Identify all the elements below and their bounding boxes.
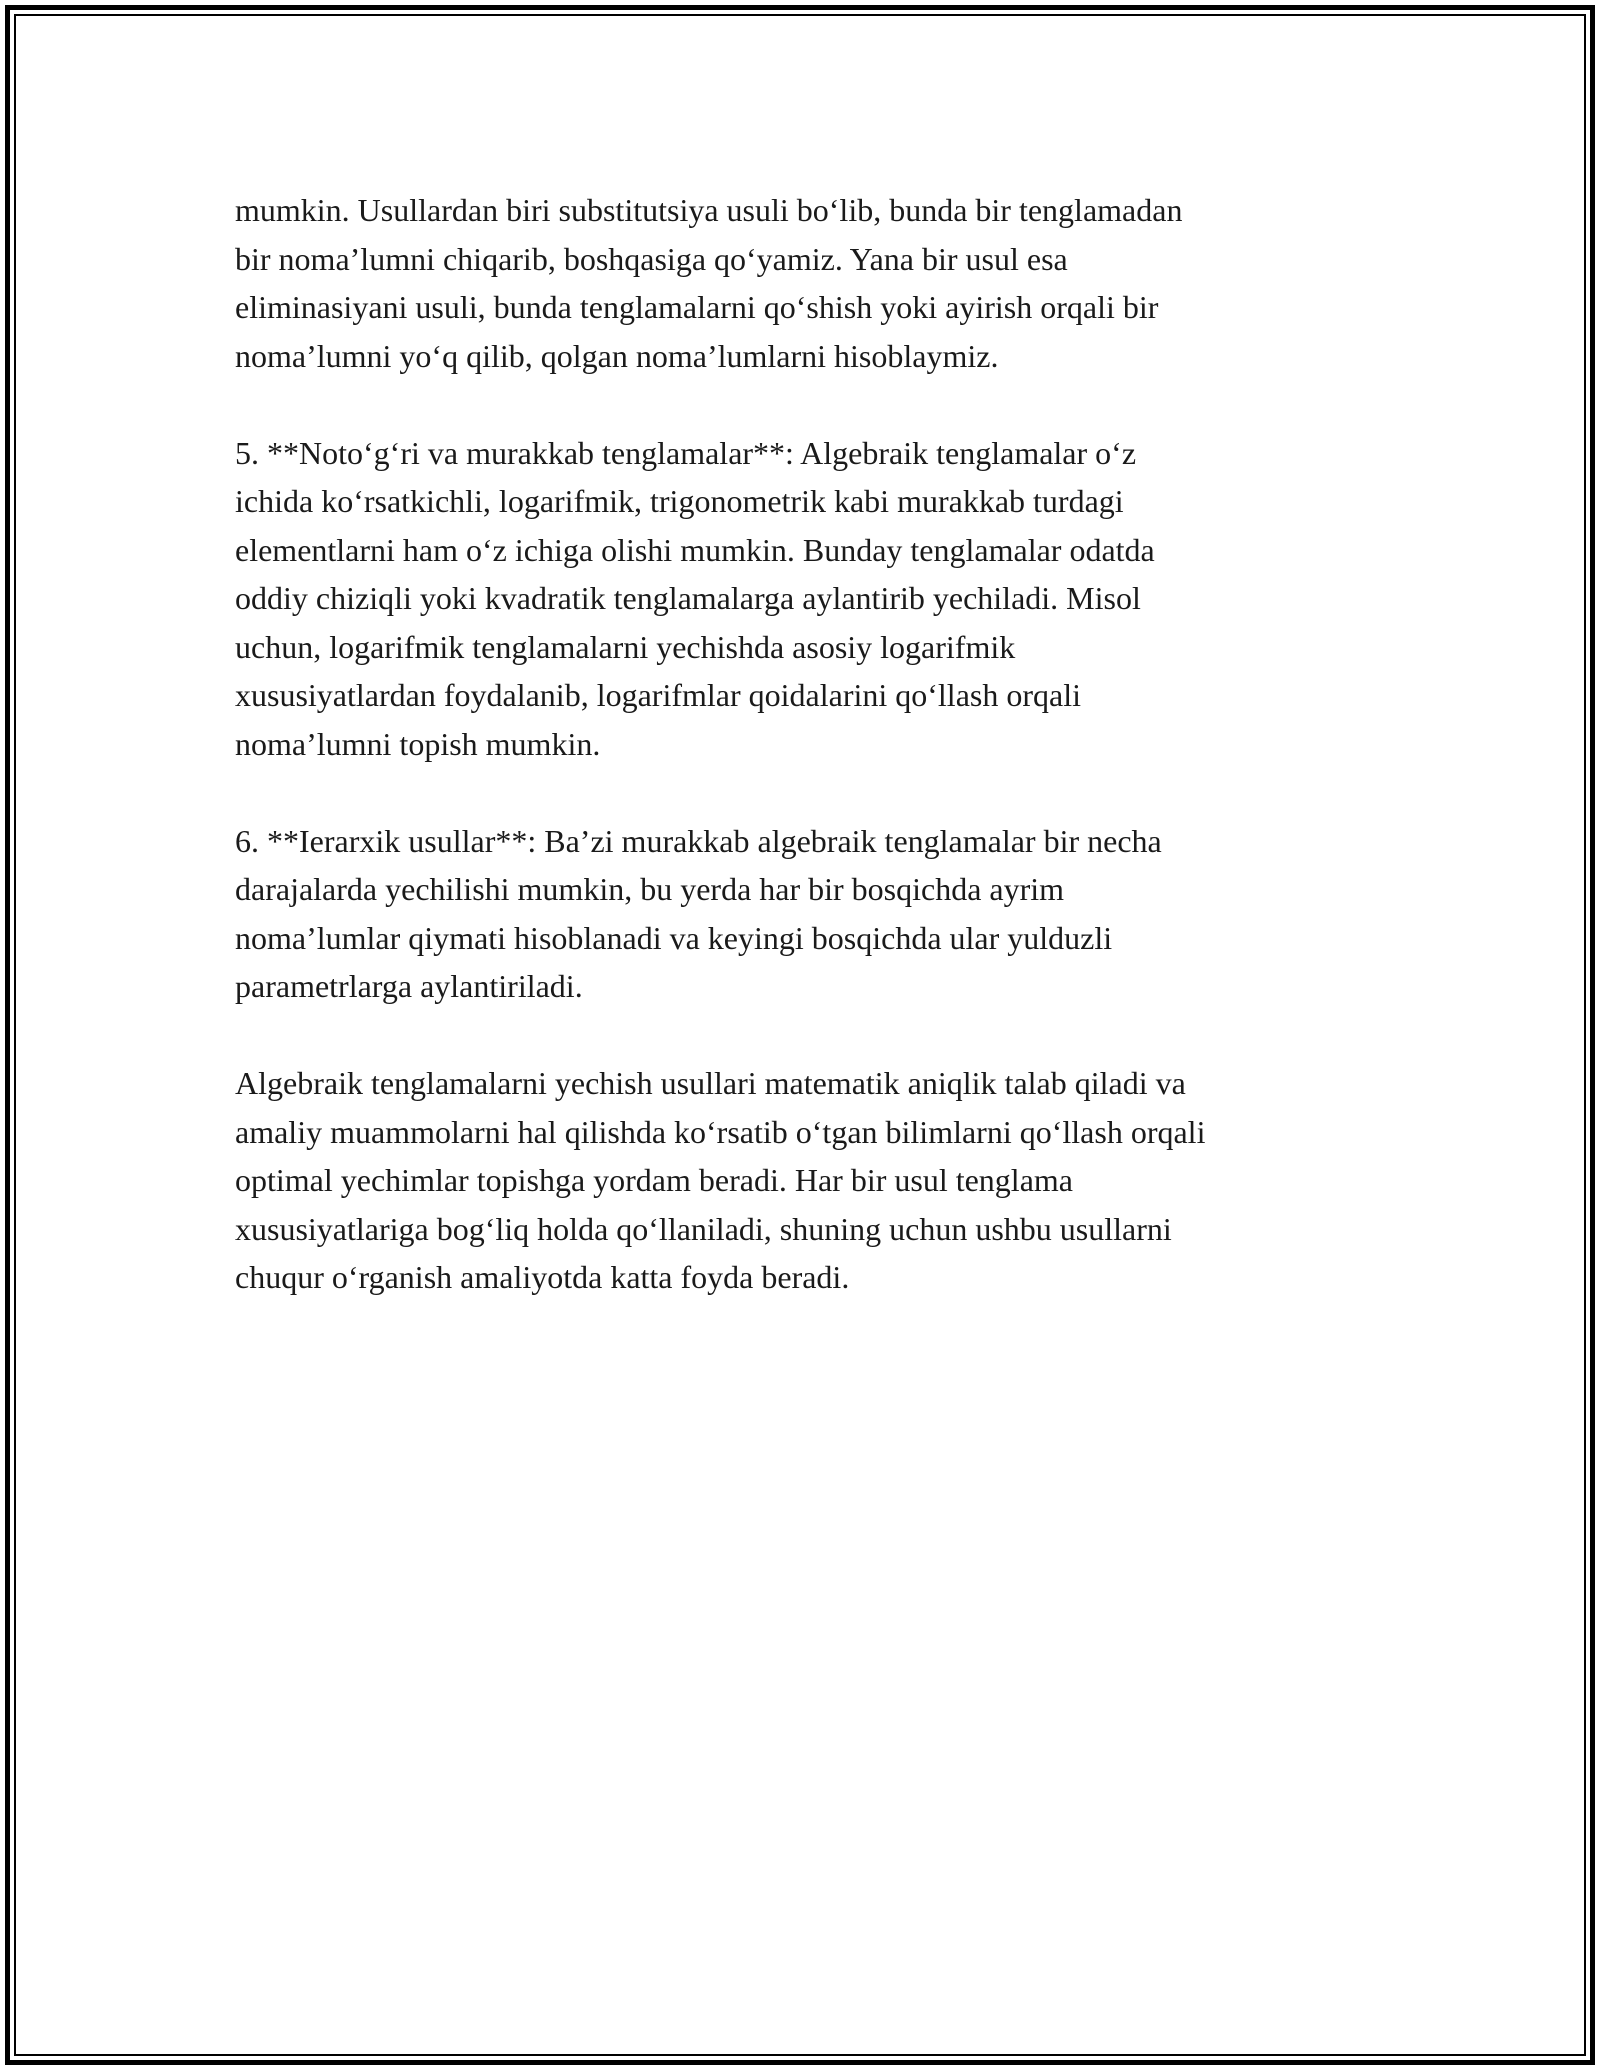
text-line: Algebraik tenglamalarni yechish usullari matematik aniqlik talab qiladi va	[235, 1065, 1186, 1101]
text-line: 5. **Noto‘g‘ri va murakkab tenglamalar**: Algebraik tenglamalar o‘z	[235, 434, 1137, 471]
text-line: xususiyatlardan foydalanib, logarifmlar qoidalarini qo‘llash orqali	[235, 677, 1081, 713]
text-line: ichida ko‘rsatkichli, logarifmik, trigonometrik kabi murakkab turdagi	[235, 483, 1124, 519]
text-line: elementlarni ham o‘z ichiga olishi mumkin. Bunday tenglamalar odatda	[235, 531, 1155, 568]
text-line: oddiy chiziqli yoki kvadratik tenglamalarga aylantirib yechiladi. Misol	[235, 580, 1141, 616]
text-line: bir noma’lumni chiqarib, boshqasiga qo‘yamiz. Yana bir usul esa	[235, 240, 1068, 277]
document-body	[235, 186, 1395, 1302]
text-line: noma’lumlar qiymati hisoblanadi va keyingi bosqichda ular yulduzli	[235, 919, 1113, 956]
paragraph-item-5	[235, 429, 1395, 769]
text-line: mumkin. Usullardan biri substitutsiya usuli bo‘lib, bunda bir tenglamadan	[235, 192, 1183, 228]
paragraph-conclusion	[235, 1059, 1395, 1302]
text-line: uchun, logarifmik tenglamalarni yechishda asosiy logarifmik	[235, 628, 1016, 665]
text-line: optimal yechimlar topishga yordam beradi. Har bir usul tenglama	[235, 1162, 1073, 1198]
text-line: parametrlarga aylantiriladi.	[235, 968, 583, 1004]
text-line: noma’lumni topish mumkin.	[235, 725, 601, 762]
paragraph-item-6	[235, 817, 1395, 1011]
text-line: eliminasiyani usuli, bunda tenglamalarni qo‘shish yoki ayirish orqali bir	[235, 289, 1159, 325]
paragraph-substitution	[235, 186, 1395, 380]
text-line: amaliy muammolarni hal qilishda ko‘rsatib o‘tgan bilimlarni qo‘llash orqali	[235, 1113, 1206, 1150]
text-line: xususiyatlariga bog‘liq holda qo‘llaniladi, shuning uchun ushbu usullarni	[235, 1210, 1172, 1247]
text-line: chuqur o‘rganish amaliyotda katta foyda beradi.	[235, 1259, 850, 1295]
text-line: darajalarda yechilishi mumkin, bu yerda har bir bosqichda ayrim	[235, 871, 1065, 907]
text-line: 6. **Ierarxik usullar**: Ba’zi murakkab algebraik tenglamalar bir necha	[235, 822, 1162, 859]
text-line: noma’lumni yo‘q qilib, qolgan noma’lumlarni hisoblaymiz.	[235, 337, 999, 374]
